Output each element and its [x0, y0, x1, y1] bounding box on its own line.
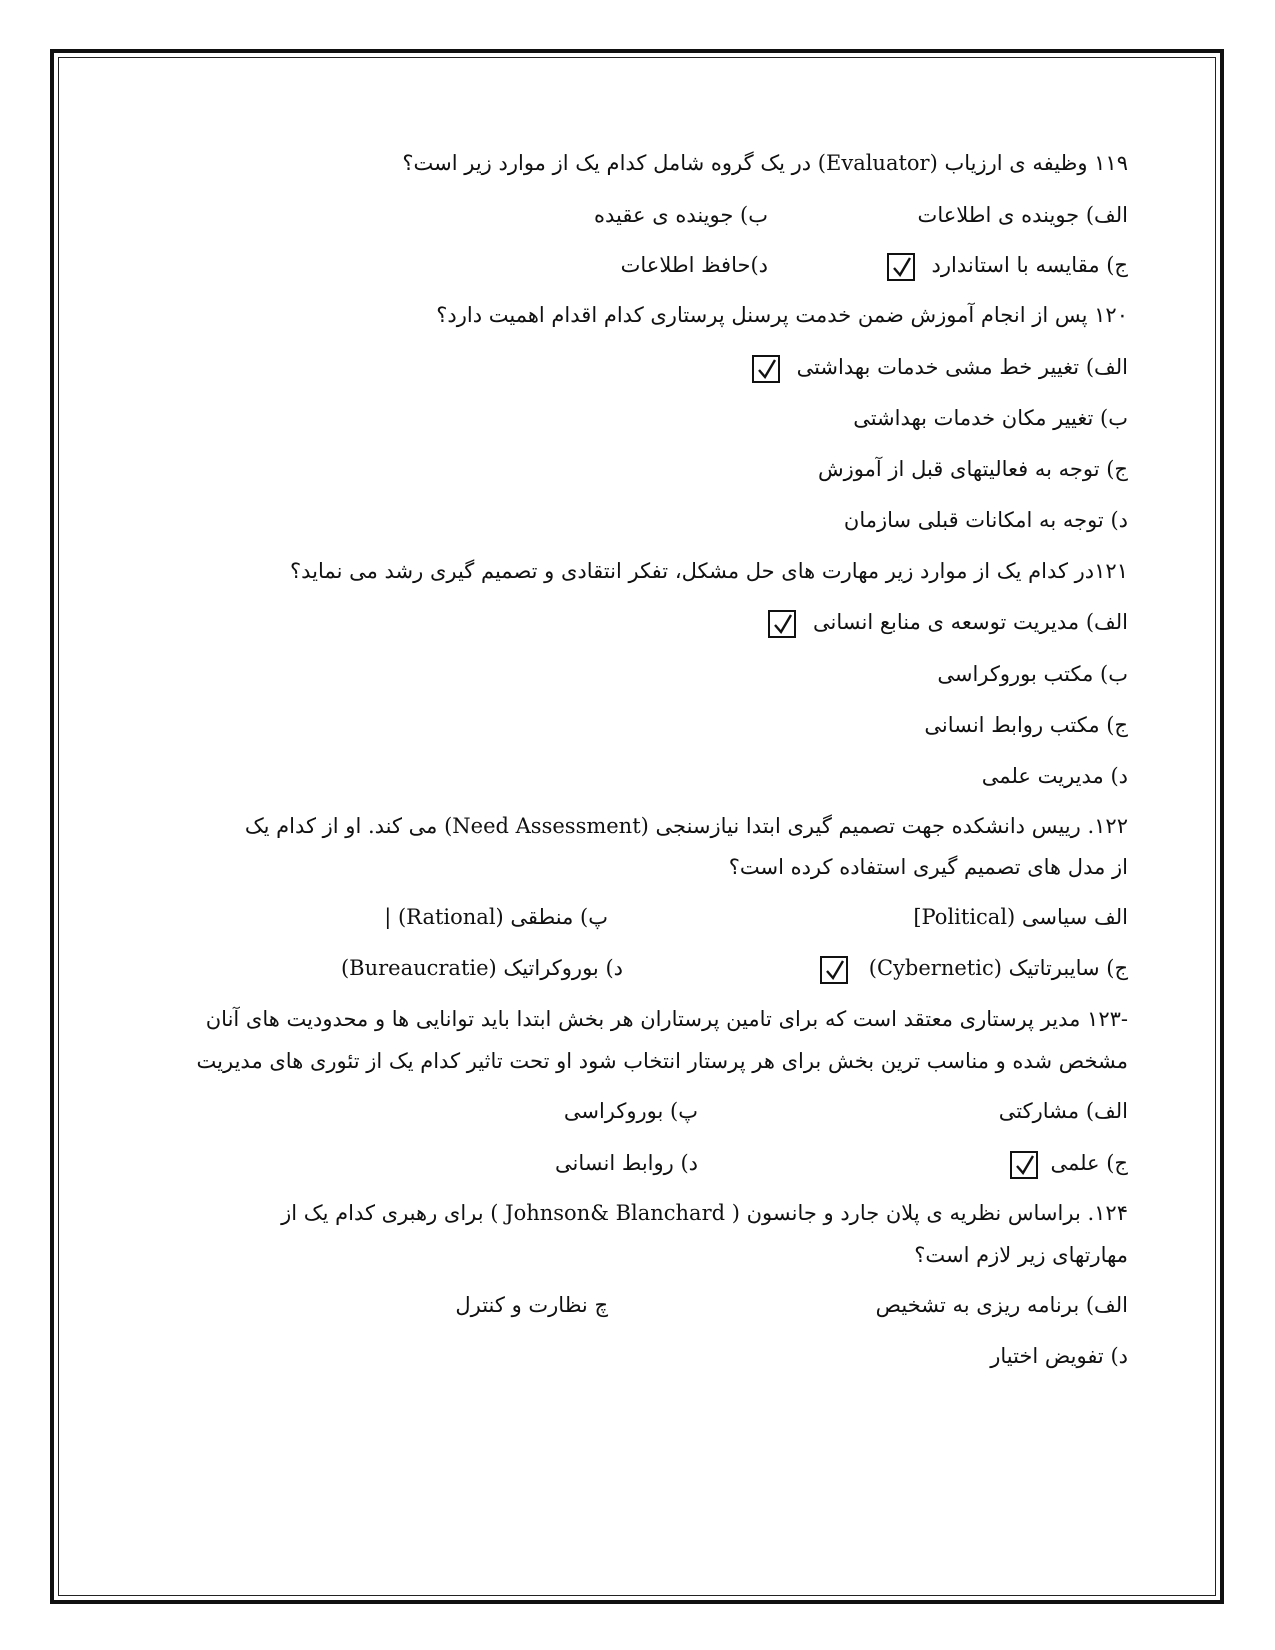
- q122-option-c: [810, 953, 1128, 984]
- q122-option-d: د) بوروکراتیک (Bureaucratie): [340, 956, 623, 980]
- q121-stem: ۱۲۱در کدام یک از موارد زیر مهارت های حل مشکل، تفکر انتقادی و تصمیم گیری رشد می نماید؟: [290, 559, 1128, 583]
- q124-option-b: چ نظارت و کنترل: [455, 1293, 608, 1317]
- q121-option-a: [758, 607, 1128, 638]
- q124-stem-line1: ۱۲۴. براساس نظریه ی پلان جارد و جانسون ( Johnson& Blanchard ) برای رهبری کدام یک از: [281, 1201, 1128, 1225]
- q120-option-a-label: الف) تغییر خط مشی خدمات بهداشتی: [796, 355, 1128, 379]
- q124-stem-line2: مهارتهای زیر لازم است؟: [914, 1243, 1128, 1267]
- q123-stem-line2: مشخص شده و مناسب ترین بخش برای هر پرستار انتخاب شود او تحت تاثیر کدام یک از تئوری های مدیریت: [196, 1049, 1128, 1073]
- q121-option-b: ب) مکتب بوروکراسی: [937, 662, 1128, 686]
- q122-option-b: پ) منطقی (Rational) |: [384, 905, 608, 929]
- checkmark-icon: [820, 956, 848, 984]
- q119-option-c: [877, 250, 1128, 281]
- q122-option-c-label: ج) سایبرتاتیک (Cybernetic): [868, 956, 1128, 980]
- q120-option-a: [742, 352, 1128, 383]
- q123-option-a: الف) مشارکتی: [998, 1099, 1128, 1123]
- q119-option-d: د)حافظ اطلاعات: [620, 253, 768, 277]
- q120-option-b: ب) تغییر مکان خدمات بهداشتی: [853, 406, 1128, 430]
- q123-stem-line1: -۱۲۳ مدیر پرستاری معتقد است که برای تامین پرستاران هر بخش ابتدا باید توانایی ها و محدودیت های آنان: [205, 1007, 1128, 1031]
- q119-option-a: الف) جوینده ی اطلاعات: [917, 203, 1128, 227]
- q124-option-a: الف) برنامه ریزی به تشخیص: [875, 1293, 1128, 1317]
- q119-stem: ۱۱۹ وظیفه ی ارزیاب (Evaluator) در یک گروه شامل کدام یک از موارد زیر است؟: [402, 151, 1128, 175]
- checkmark-icon: [1010, 1151, 1038, 1179]
- checkmark-icon: [887, 253, 915, 281]
- q119-option-c-label: ج) مقایسه با استاندارد: [931, 253, 1128, 277]
- q121-option-d: د) مدیریت علمی: [981, 764, 1128, 788]
- q124-option-d: د) تفویض اختیار: [990, 1344, 1128, 1368]
- q123-option-b: پ) بوروکراسی: [563, 1099, 698, 1123]
- q121-option-a-label: الف) مدیریت توسعه ی منابع انسانی: [813, 610, 1128, 634]
- checkmark-icon: [768, 610, 796, 638]
- q122-option-a: الف سیاسی (Political]: [913, 905, 1128, 929]
- q120-option-d: د) توجه به امکانات قبلی سازمان: [843, 508, 1128, 532]
- q121-option-c: ج) مکتب روابط انسانی: [924, 713, 1128, 737]
- q123-option-d: د) روابط انسانی: [555, 1151, 698, 1175]
- q122-stem-line2: از مدل های تصمیم گیری استفاده کرده است؟: [728, 855, 1128, 879]
- q120-stem: ۱۲۰ پس از انجام آموزش ضمن خدمت پرسنل پرستاری کدام اقدام اهمیت دارد؟: [436, 303, 1128, 327]
- q123-option-c-label: ج) علمی: [1050, 1151, 1128, 1175]
- q123-option-c: [1000, 1148, 1128, 1179]
- q120-option-c: ج) توجه به فعالیتهای قبل از آموزش: [818, 457, 1128, 481]
- checkmark-icon: [752, 355, 780, 383]
- q122-stem-line1: ۱۲۲. رییس دانشکده جهت تصمیم گیری ابتدا نیازسنجی (Need Assessment) می کند. او از کدام یک: [244, 814, 1128, 838]
- q119-option-b: ب) جوینده ی عقیده: [594, 203, 768, 227]
